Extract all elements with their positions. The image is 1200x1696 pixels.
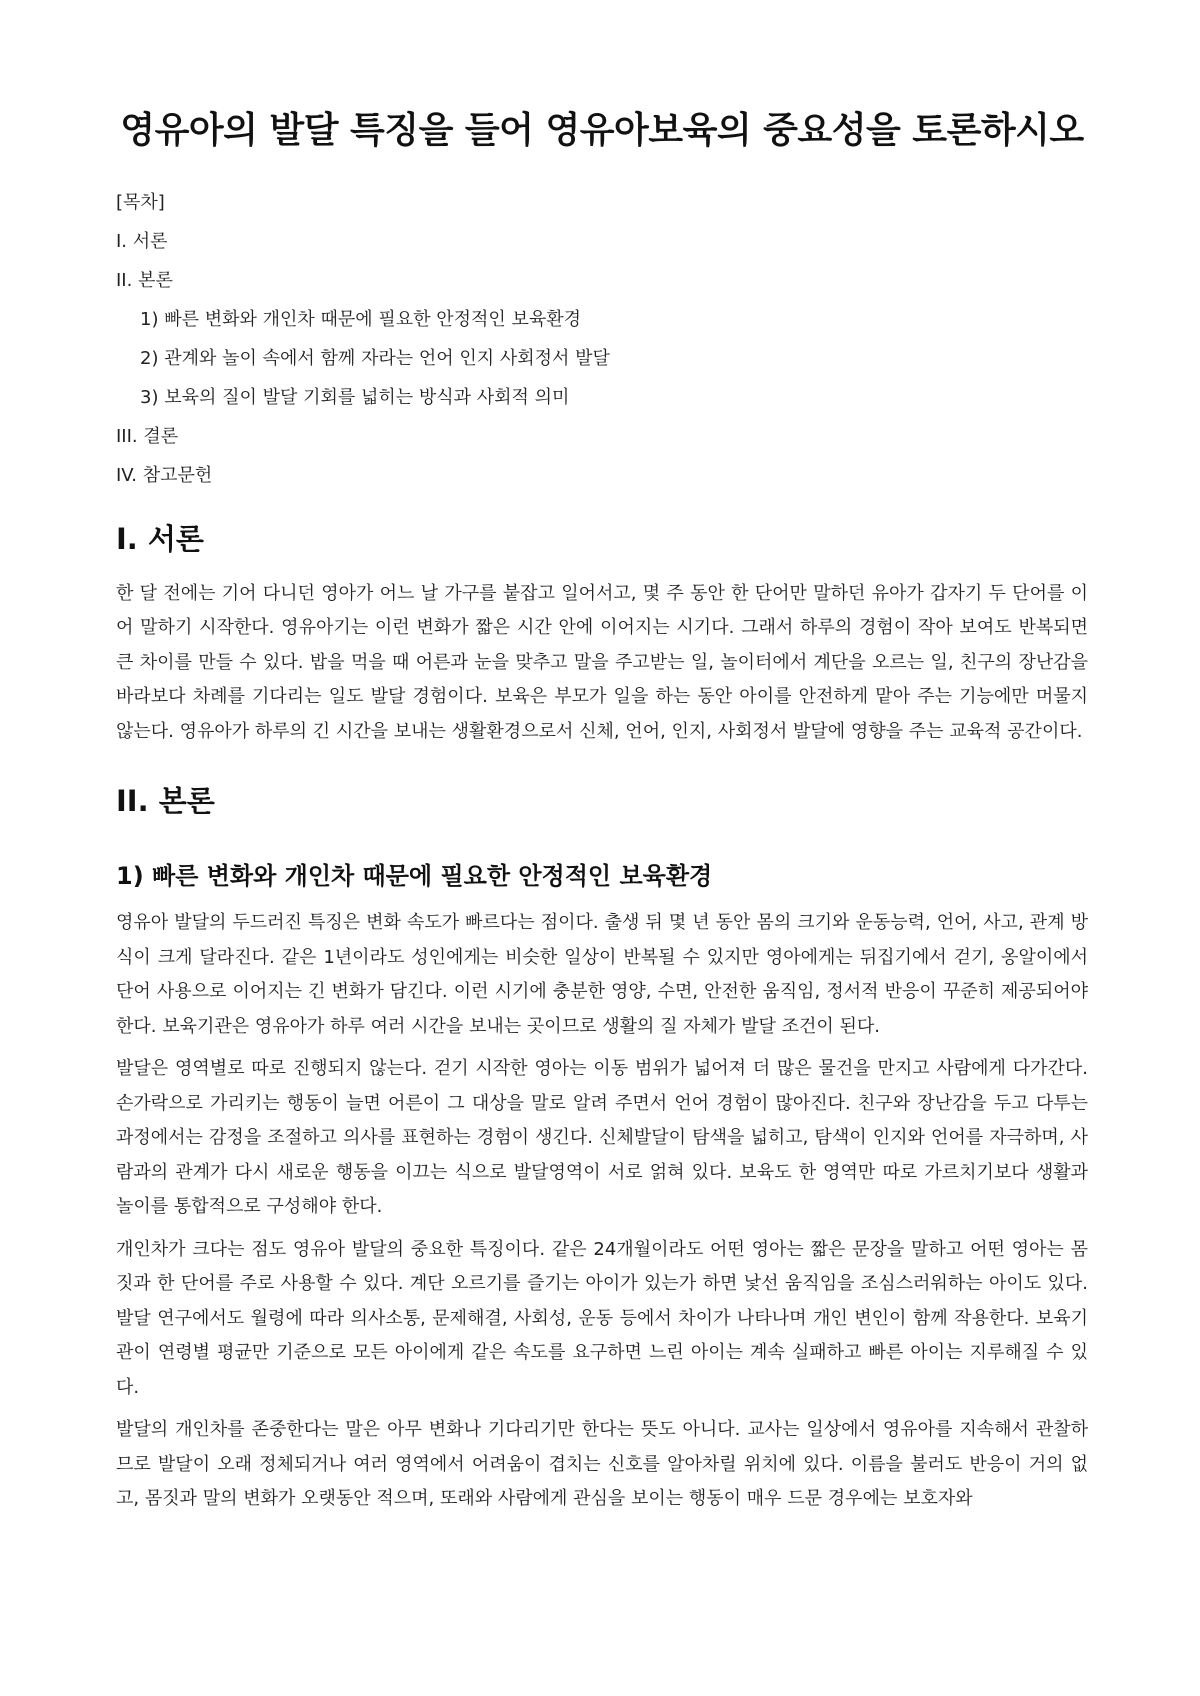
toc-item-body: II. 본론 bbox=[116, 270, 173, 291]
toc-item-intro: I. 서론 bbox=[116, 231, 168, 252]
section-heading-body: II. 본론 bbox=[116, 784, 215, 819]
toc-subitem-2: 2) 관계와 놀이 속에서 함께 자라는 언어 인지 사회정서 발달 bbox=[140, 348, 610, 369]
intro-paragraph: 한 달 전에는 기어 다니던 영아가 어느 날 가구를 붙잡고 일어서고, 몇 주 동안 한 단어만 말하던 유아가 갑자기 두 단어를 이어 말하기 시작한다. 영유아기는 이런 변화가 짧은 시간 안에 이어지는 시기다. 그래서 하루의 경험이 작아 보여도 반복되면 큰 차이를 만들 수 있다. 밥을 먹을 때 어른과 눈을 맞추고 말을 주고받는 일, 놀이터에서 계단을 오르는 일, 친구의 장난감을 바라보다 차례를 기다리는 일도 발달 경험이다. 보육은 부모가 일을 하는 동안 아이를 안전하게 맡아 주는 기능에만 머물지 않는다. 영유아가 하루의 긴 시간을 보내는 생활환경으로서 신체, 언어, 인지, 사회정서 발달에 영향을 주는 교육적 공간이다. bbox=[116, 582, 1088, 742]
toc-heading: [목차] bbox=[116, 192, 165, 213]
toc-item-references: IV. 참고문헌 bbox=[116, 465, 213, 486]
subsection-heading-1: 1) 빠른 변화와 개인차 때문에 필요한 안정적인 보육환경 bbox=[116, 861, 713, 890]
table-of-contents bbox=[116, 183, 1088, 495]
toc-subitem-3: 3) 보육의 질이 발달 기회를 넓히는 방식과 사회적 의미 bbox=[140, 387, 570, 408]
toc-item-conclusion: III. 결론 bbox=[116, 426, 179, 447]
body-paragraph: 영유아 발달의 두드러진 특징은 변화 속도가 빠르다는 점이다. 출생 뒤 몇 년 동안 몸의 크기와 운동능력, 언어, 사고, 관계 방식이 크게 달라진다. 같은 1년이라도 성인에게는 비슷한 일상이 반복될 수 있지만 영아에게는 뒤집기에서 걷기, 옹알이에서 단어 사용으로 이어지는 긴 변화가 담긴다. 이런 시기에 충분한 영양, 수면, 안전한 움직임, 정서적 반응이 꾸준히 제공되어야 한다. 보육기관은 영유아가 하루 여러 시간을 보내는 곳이므로 생활의 질 자체가 발달 조건이 된다. bbox=[116, 912, 1088, 1037]
body-paragraph: 발달의 개인차를 존중한다는 말은 아무 변화나 기다리기만 한다는 뜻도 아니다. 교사는 일상에서 영유아를 지속해서 관찰하므로 발달이 오래 정체되거나 여러 영역에서 어려움이 겹치는 신호를 알아차릴 위치에 있다. 이름을 불러도 반응이 거의 없고, 몸짓과 말의 변화가 오랫동안 적으며, 또래와 사람에게 관심을 보이는 행동이 매우 드문 경우에는 보호자와 bbox=[116, 1419, 1088, 1510]
section-heading-intro: I. 서론 bbox=[116, 522, 204, 556]
document-title: 영유아의 발달 특징을 들어 영유아보육의 중요성을 토론하시오 bbox=[120, 110, 1084, 151]
toc-subitem-1: 1) 빠른 변화와 개인차 때문에 필요한 안정적인 보육환경 bbox=[140, 309, 582, 330]
body-paragraph: 개인차가 크다는 점도 영유아 발달의 중요한 특징이다. 같은 24개월이라도 어떤 영아는 짧은 문장을 말하고 어떤 영아는 몸짓과 한 단어를 주로 사용할 수 있다. 계단 오르기를 즐기는 아이가 있는가 하면 낯선 움직임을 조심스러워하는 아이도 있다. 발달 연구에서도 월령에 따라 의사소통, 문제해결, 사회성, 운동 등에서 차이가 나타나며 개인 변인이 함께 작용한다. 보육기관이 연령별 평균만 기준으로 모든 아이에게 같은 속도를 요구하면 느린 아이는 계속 실패하고 빠른 아이는 지루해질 수 있다. bbox=[116, 1238, 1088, 1398]
body-paragraph: 발달은 영역별로 따로 진행되지 않는다. 걷기 시작한 영아는 이동 범위가 넓어져 더 많은 물건을 만지고 사람에게 다가간다. 손가락으로 가리키는 행동이 늘면 어른이 그 대상을 말로 알려 주면서 언어 경험이 많아진다. 친구와 장난감을 두고 다투는 과정에서는 감정을 조절하고 의사를 표현하는 경험이 생긴다. 신체발달이 탐색을 넓히고, 탐색이 인지와 언어를 자극하며, 사람과의 관계가 다시 새로운 행동을 이끄는 식으로 발달영역이 서로 얽혀 있다. 보육도 한 영역만 따로 가르치기보다 생활과 놀이를 통합적으로 구성해야 한다. bbox=[116, 1058, 1088, 1218]
